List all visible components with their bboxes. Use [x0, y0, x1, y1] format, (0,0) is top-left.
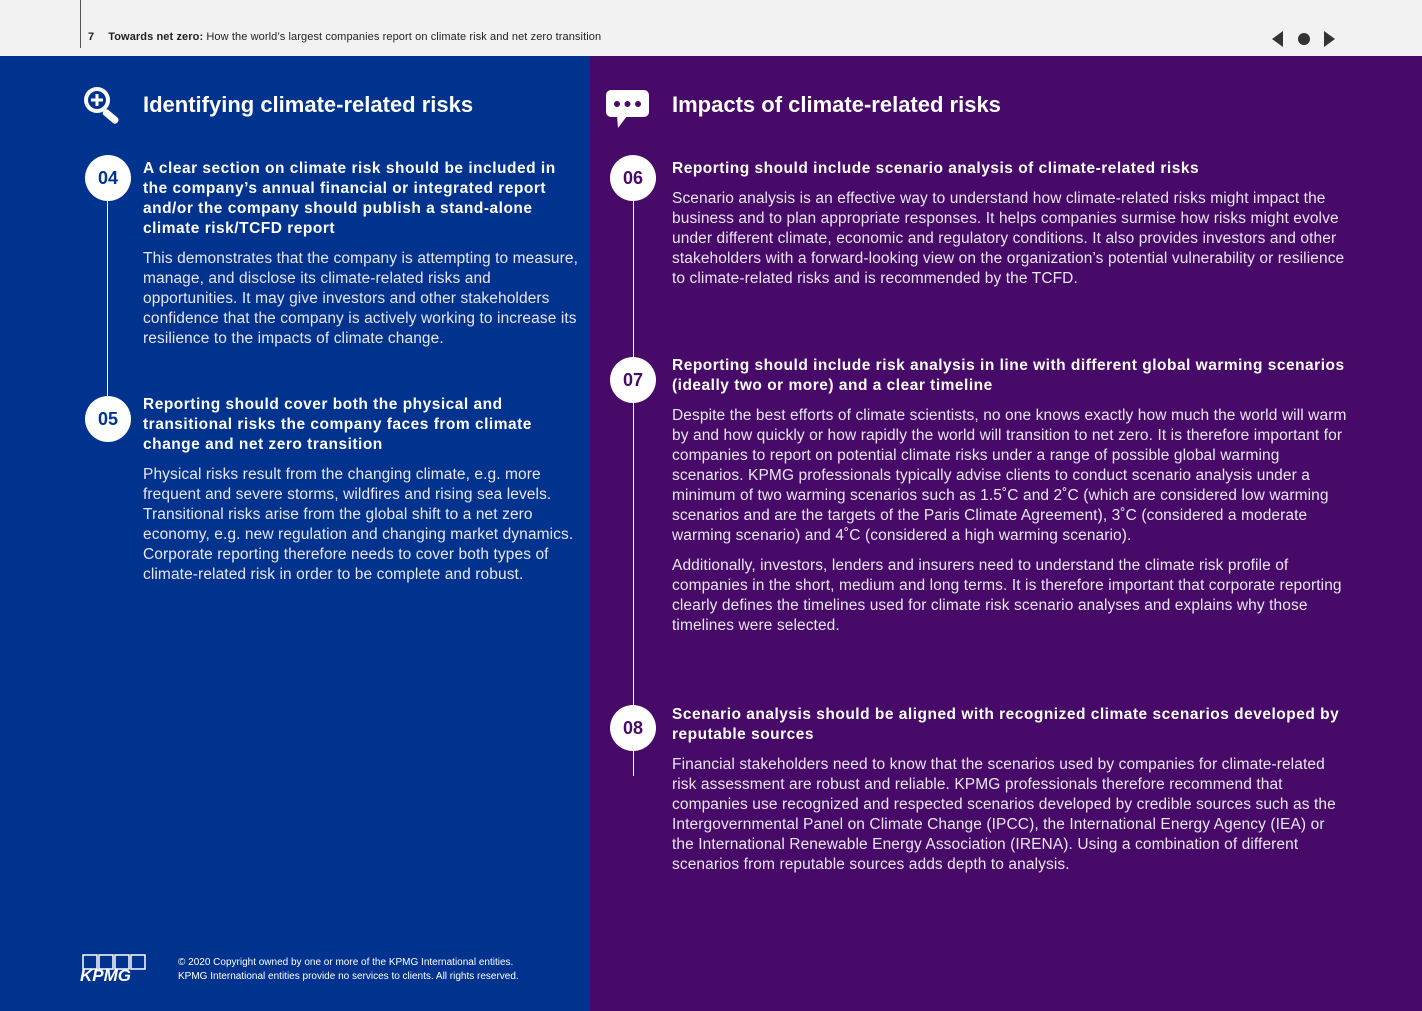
item-paragraph: Additionally, investors, lenders and insurers need to understand the climate risk profile of companies in the short, medium and long terms. It is therefore important that corporate reporting clearly defines the timelines used for climate risk scenario analyses and explains why those timelines were selected. — [672, 557, 1342, 634]
item-heading: A clear section on climate risk should be included in the company’s annual financial or integrated report and/or the company should publish a stand-alone climate risk/TCFD report — [143, 160, 556, 237]
item-body — [672, 406, 1348, 636]
item-body — [143, 465, 583, 585]
item-number-badge: 05 — [85, 396, 131, 442]
item-paragraph: Financial stakeholders need to know that the scenarios used by companies for climate-related risk assessment are robust and reliable. KPMG professionals therefore recommend that companies use recognized and respected scenarios developed by credible sources such as the Intergovernmental Panel on Climate Change (IPCC), the International Energy Agency (IEA) or the International Renewable Energy Association (IRENA). Using a combination of different scenarios from reputable sources adds depth to analysis. — [672, 756, 1336, 873]
list-item — [672, 356, 1348, 636]
previous-page-icon[interactable] — [1272, 31, 1283, 47]
item-heading: Reporting should cover both the physical and transitional risks the company faces from climate change and net zero transition — [143, 396, 532, 453]
item-body — [672, 755, 1348, 875]
item-paragraph: Scenario analysis is an effective way to understand how climate-related risks might impact the business and to plan appropriate responses. It helps companies surmise how risks might evolve under different climate, economic and regulatory conditions. It also provides investors and other stakeholders with a forward-looking view on the organization’s potential vulnerability or resilience to climate-related risks and is recommended by the TCFD. — [672, 190, 1345, 287]
copyright-text — [178, 956, 519, 984]
item-number-badge: 06 — [610, 155, 656, 201]
kpmg-logo — [80, 954, 150, 984]
page-navigation — [1268, 28, 1344, 50]
right-panel — [590, 56, 1422, 1011]
copyright-line: © 2020 Copyright owned by one or more of the KPMG International entities. — [178, 957, 514, 968]
item-number-badge: 07 — [610, 357, 656, 403]
item-heading: Reporting should include scenario analysis of climate-related risks — [672, 160, 1200, 177]
item-paragraph: Despite the best efforts of climate scientists, no one knows exactly how much the world will warm by and how quickly or how rapidly the world will transition to net zero. It is therefore important for companies to report on potential climate risks under a range of possible global warming scenarios. KPMG professionals typically advise clients to conduct scenario analysis under a minimum of two warming scenarios such as 1.5˚C and 2˚C (which are considered low warming scenarios and are the targets of the Paris Climate Agreement), 3˚C (considered a moderate warming scenario) and 4˚C (considered a high warming scenario). — [672, 407, 1347, 544]
header-text — [88, 31, 601, 43]
list-item — [672, 705, 1348, 875]
list-item — [143, 159, 583, 349]
left-panel — [0, 56, 590, 1011]
home-dot-icon[interactable] — [1298, 33, 1310, 45]
speech-bubble-icon — [605, 89, 651, 134]
next-page-icon[interactable] — [1324, 31, 1335, 47]
magnifier-plus-icon — [80, 83, 124, 130]
section-title-identifying: Identifying climate-related risks — [143, 92, 474, 117]
doc-subtitle: How the world’s largest companies report on climate risk and net zero transition — [206, 31, 602, 43]
timeline-line — [633, 176, 634, 776]
svg-text:KPMG: KPMG — [80, 966, 131, 984]
section-title-impacts: Impacts of climate-related risks — [672, 92, 1001, 117]
item-number-badge: 04 — [85, 155, 131, 201]
item-heading: Scenario analysis should be aligned with recognized climate scenarios developed by reputable sources — [672, 706, 1340, 743]
doc-title: Towards net zero: — [108, 31, 204, 43]
copyright-line: KPMG International entities provide no services to clients. All rights reserved. — [178, 971, 519, 982]
item-body — [143, 249, 583, 349]
list-item — [672, 159, 1348, 289]
item-body — [672, 189, 1348, 289]
item-paragraph: This demonstrates that the company is attempting to measure, manage, and disclose its climate-related risks and opportunities. It may give investors and other stakeholders confidence that the company is actively working to increase its resilience to the impacts of climate change. — [143, 250, 579, 347]
item-number-badge: 08 — [610, 705, 656, 751]
page-number: 7 — [88, 31, 95, 43]
timeline-line — [107, 176, 108, 414]
list-item — [143, 395, 583, 585]
item-paragraph: Physical risks result from the changing climate, e.g. more frequent and severe storms, wildfires and rising sea levels. Transitional risks arise from the global shift to a net zero economy, e.g. new regulation and changing market dynamics. Corporate reporting therefore needs to cover both types of climate-related risk in order to be complete and robust. — [143, 466, 574, 583]
header-bar — [0, 0, 1422, 56]
item-heading: Reporting should include risk analysis in line with different global warming scenarios (ideally two or more) and a clear timeline — [672, 357, 1345, 394]
header-divider — [80, 0, 81, 48]
